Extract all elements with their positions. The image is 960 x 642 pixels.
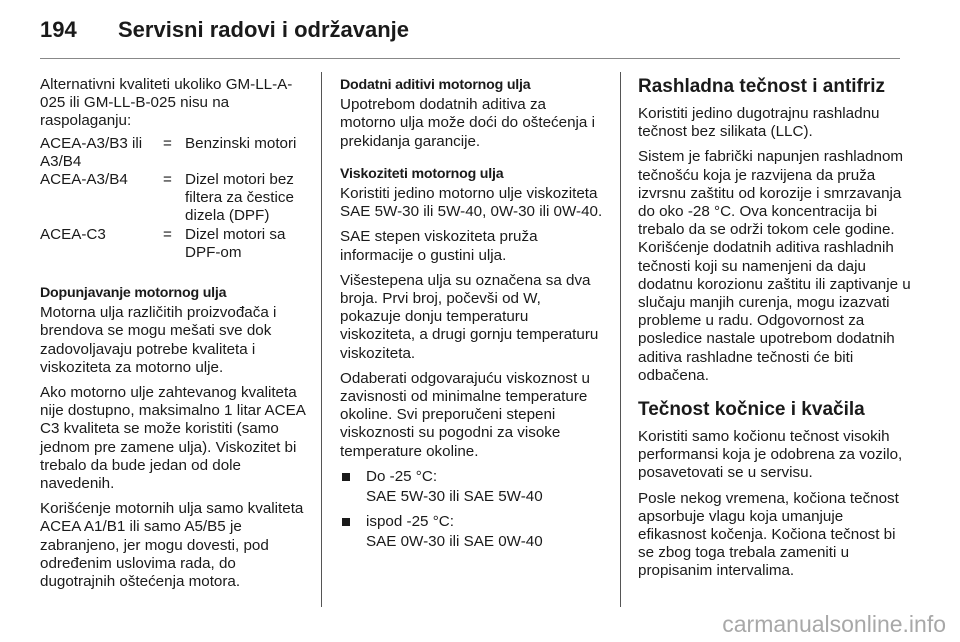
column-right bbox=[638, 76, 913, 588]
section-heading-coolant: Rashladna tečnost i antifriz bbox=[638, 76, 886, 97]
spec-value: Dizel motori bez filtera za čestice dizela (DPF) bbox=[185, 171, 294, 225]
paragraph: Odaberati odgovarajuću viskoznost u zavisnosti od minimalne temperature okoline. Svi preporučeni stepeni viskoznosti su pogodni za visoke temperature okoline. bbox=[340, 369, 590, 460]
paragraph: Posle nekog vremena, kočiona tečnost apsorbuje vlagu koja umanjuje efikasnost kočenja. Kočiona tečnost bi se zbog toga trebala zameniti u propisanim intervalima. bbox=[638, 489, 899, 580]
paragraph: SAE stepen viskoziteta pruža informacije o gustini ulja. bbox=[340, 228, 538, 264]
paragraph: Upotrebom dodatnih aditiva za motorno ulja može doći do oštećenja i prekidanja garancije. bbox=[340, 96, 595, 150]
spec-value: Benzinski motori bbox=[185, 134, 297, 152]
page-title: Servisni radovi i održavanje bbox=[118, 17, 410, 42]
spec-eq: = bbox=[163, 171, 172, 189]
spacer bbox=[40, 262, 312, 284]
watermark: carmanualsonline.info bbox=[722, 611, 946, 637]
spec-key: ACEA-A3/B4 bbox=[40, 171, 128, 189]
bullet-value: SAE 5W-30 ili SAE 5W-40 bbox=[366, 488, 543, 506]
header-divider bbox=[40, 58, 900, 59]
spec-row bbox=[40, 226, 312, 262]
oil-alternatives-intro: Alternativni kvaliteti ukoliko GM-LL-A-025 ili GM-LL-B-025 nisu na raspolaganju: bbox=[40, 76, 293, 130]
spec-value: Dizel motori sa DPF-om bbox=[185, 225, 286, 261]
spec-eq: = bbox=[163, 225, 172, 243]
column-middle bbox=[340, 76, 605, 559]
section-heading-oil-additives: Dodatni aditivi motornog ulja bbox=[340, 77, 531, 93]
bullet-square-icon bbox=[342, 518, 350, 526]
bullet-value: SAE 0W-30 ili SAE 0W-40 bbox=[366, 533, 543, 551]
paragraph: Koristiti jedino dugotrajnu rashladnu tečnost bez silikata (LLC). bbox=[638, 105, 880, 141]
column-divider-1 bbox=[321, 72, 322, 607]
section-heading-oil-topup: Dopunjavanje motornog ulja bbox=[40, 285, 227, 302]
page-number: 194 bbox=[40, 17, 77, 42]
paragraph: Višestepena ulja su označena sa dva broja. Prvi broj, počevši od W, pokazuje donju temperaturu viskoziteta, a drugi gornju temperaturu viskoziteta. bbox=[340, 271, 599, 362]
column-left bbox=[40, 76, 312, 598]
paragraph: Motorna ulja različitih proizvođača i brendova se mogu mešati sve dok zadovoljavaju potrebe kvaliteta i viskoziteta za motorno ulje. bbox=[40, 304, 277, 376]
paragraph: Koristiti samo kočionu tečnost visokih performansi koja je odobrena za vozilo, posavetovati se u servisu. bbox=[638, 428, 903, 482]
bullet-label: Do -25 °C: bbox=[366, 467, 438, 485]
spec-row bbox=[40, 135, 312, 171]
column-divider-2 bbox=[620, 72, 621, 607]
section-heading-oil-viscosity: Viskoziteti motornog ulja bbox=[340, 165, 504, 182]
bullet-label: ispod -25 °C: bbox=[366, 513, 454, 531]
list-item bbox=[340, 468, 605, 486]
paragraph: Sistem je fabrički napunjen rashladnom tečnošću koja je razvijena da pruža izvrsnu zaštitu od korozije i smrzavanja do oko -28 °C. Ova koncentracija bi trebalo da se održi tokom cele godine. Korišćenje dodatnih aditiva rashladnih tečnosti koji su namenjeni da daju dodatnu korozionu zaštitu ili zaptivanje u slučaju manjih curenja, mogu izazvati probleme u radu. Odgovornost za posledice nastale upotrebom dodatnih aditiva rashladne tečnosti će biti odbačena. bbox=[638, 148, 911, 384]
paragraph: Ako motorno ulje zahtevanog kvaliteta nije dostupno, maksimalno 1 litar ACEA C3 kvaliteta se može koristiti (samo jednom pre zamene ulja). Viskozitet bi trebalo da bude jedan od dole navedenih. bbox=[40, 384, 306, 493]
section-heading-brake-fluid: Tečnost kočnice i kvačila bbox=[638, 399, 865, 421]
oil-spec-table bbox=[40, 135, 312, 262]
bullet-square-icon bbox=[342, 473, 350, 481]
paragraph: Koristiti jedino motorno ulje viskoziteta SAE 5W-30 ili 5W-40, 0W-30 ili 0W-40. bbox=[340, 185, 603, 221]
spec-row bbox=[40, 171, 312, 226]
paragraph: Korišćenje motornih ulja samo kvaliteta ACEA A1/B1 ili samo A5/B5 je zabranjeno, jer mogu dovesti, pod određenim uslovima rada, do dugotrajnih oštećenja motora. bbox=[40, 500, 304, 591]
spec-key: ACEA-C3 bbox=[40, 225, 106, 243]
spec-eq: = bbox=[163, 134, 172, 152]
list-item bbox=[340, 513, 605, 531]
spec-key: ACEA-A3/B3 ili A3/B4 bbox=[40, 134, 143, 170]
